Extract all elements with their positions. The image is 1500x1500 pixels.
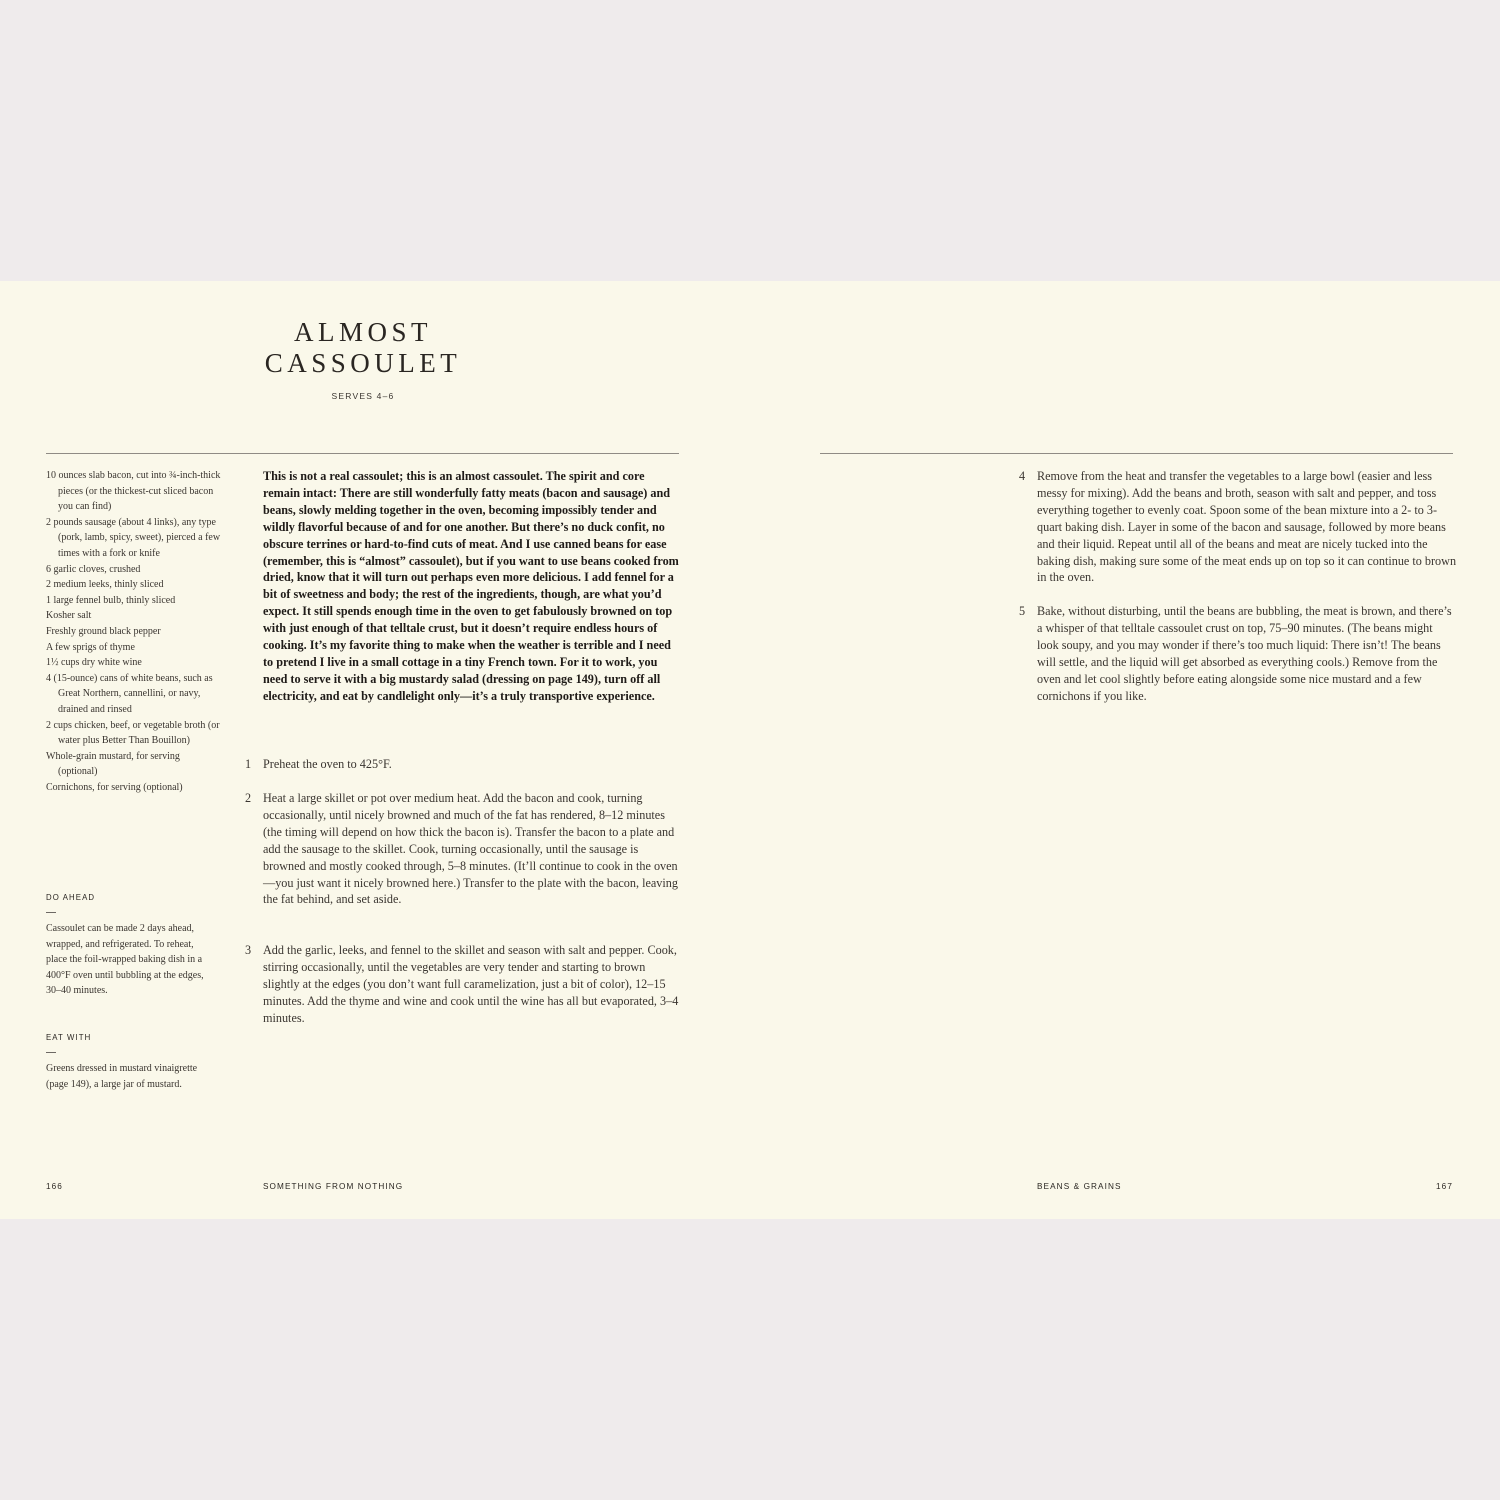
eat-with-dash [46,1052,56,1053]
ingredient-item: 2 pounds sausage (about 4 links), any type (pork, lamb, spicy, sweet), pierced a few times with a fork or knife [46,516,221,559]
step-text-1: Preheat the oven to 425°F. [263,757,392,771]
serves-label: SERVES 4–6 [331,391,395,401]
ingredient-item: 1 large fennel bulb, thinly sliced [46,594,176,606]
ingredient-item: Kosher salt [46,610,92,622]
do-ahead-text: Cassoulet can be made 2 days ahead, wrapped, and refrigerated. To reheat, place the foil-wrapped baking dish in a 400°F oven until bubbling at the edges, 30–40 minutes. [46,923,204,997]
step-text-2: Heat a large skillet or pot over medium heat. Add the bacon and cook, turning occasionally, until nicely browned and much of the fat has rendered, 8–12 minutes (the timing will depend on how thick the bacon is). Transfer the bacon to a plate and add the sausage to the skillet. Cook, turning occasionally, until the sausage is browned and mostly cooked through, 5–8 minutes. (It’ll continue to cook in the oven—you just want it nicely browned here.) Transfer to the plate with the bacon, leaving the fat behind, and set aside. [263,791,678,907]
step-number-5: 5 [1019,604,1026,618]
step-text-3: Add the garlic, leeks, and fennel to the skillet and season with salt and pepper. Cook, stirring occasionally, until the vegetables are very tender and starting to brown slightly at the edges (you don’t want full caramelization, just a bit of color), 12–15 minutes. Add the thyme and wine and cook until the wine has all but evaporated, 3–4 minutes. [263,943,679,1025]
ingredient-item: A few sprigs of thyme [46,641,135,653]
ingredient-item: Freshly ground black pepper [46,625,161,637]
ingredient-item: 1½ cups dry white wine [46,657,142,669]
recipe-title [190,317,536,379]
eat-with-text: Greens dressed in mustard vinaigrette (page 149), a large jar of mustard. [46,1063,198,1090]
recipe-title-line-1: ALMOST [293,317,432,347]
divider-left [46,453,679,454]
running-head-left: SOMETHING FROM NOTHING [263,1182,404,1191]
ingredient-item: Whole-grain mustard, for serving (optional) [46,750,180,778]
ingredient-item: 10 ounces slab bacon, cut into ¾-inch-thick pieces (or the thickest-cut sliced bacon you can find) [46,470,221,513]
ingredient-item: Cornichons, for serving (optional) [46,781,183,793]
step-number-1: 1 [245,757,252,771]
step-number-2: 2 [245,791,252,805]
ingredient-item: 2 cups chicken, beef, or vegetable broth (or water plus Better Than Bouillon) [46,719,220,747]
divider-right [820,453,1453,454]
ingredients-list [46,468,221,795]
ingredient-item: 6 garlic cloves, crushed [46,563,141,575]
step-text-5: Bake, without disturbing, until the beans are bubbling, the meat is brown, and there’s a whisper of that telltale cassoulet crust on top, 75–90 minutes. (The beans might look soupy, and you may wonder if there’s too much liquid: There isn’t! The beans will settle, and the liquid will get absorbed as everything cools.) Remove from the oven and let cool slightly before eating alongside some nice mustard and a few cornichons if you like. [1037,604,1452,703]
step-number-3: 3 [245,943,252,957]
do-ahead-heading: DO AHEAD [46,893,96,902]
recipe-intro: This is not a real cassoulet; this is an almost cassoulet. The spirit and core remain intact: There are still wonderfully fatty meats (bacon and sausage) and beans, slowly melding together in the oven, becoming impossibly tender and wildly flavorful because of and for one another. But there’s no duck confit, no obscure terrines or hard-to-find cuts of meat. And I use canned beans for ease (remember, this is “almost” cassoulet), but if you want to use beans cooked from dried, know that it will turn out perhaps even more delicious. I add fennel for a bit of sweetness and body; the rest of the ingredients, though, are what you’d expect. It still spends enough time in the oven to get fabulously browned on top with just enough of that telltale crust, but it doesn’t require endless hours of cooking. It’s my favorite thing to make when the weather is terrible and I need to pretend I live in a small cottage in a tiny French town. For it to work, you need to serve it with a big mustardy salad (dressing on page 149), turn off all electricity, and eat by candlelight only—it’s a truly transportive experience. [263,469,679,703]
ingredient-item: 4 (15-ounce) cans of white beans, such as Great Northern, cannellini, or navy, drained and rinsed [46,672,213,715]
recipe-title-line-2: CASSOULET [264,348,462,378]
book-spread [0,281,1500,1219]
running-head-right: BEANS & GRAINS [1037,1182,1122,1191]
page-number-right: 167 [1436,1182,1453,1191]
eat-with-heading: EAT WITH [46,1033,92,1042]
step-number-4: 4 [1019,469,1026,483]
page-number-left: 166 [46,1182,63,1191]
do-ahead-dash [46,912,56,913]
step-text-4: Remove from the heat and transfer the vegetables to a large bowl (easier and less messy for mixing). Add the beans and broth, season with salt and pepper, and toss everything together to evenly coat. Spoon some of the bean mixture into a 2- to 3-quart baking dish. Layer in some of the bacon and sausage, followed by more beans and their liquid. Repeat until all of the beans and meat are nicely tucked into the baking dish, making sure some of the meat ends up on top so it can continue to brown in the oven. [1037,469,1457,585]
ingredient-item: 2 medium leeks, thinly sliced [46,579,164,591]
